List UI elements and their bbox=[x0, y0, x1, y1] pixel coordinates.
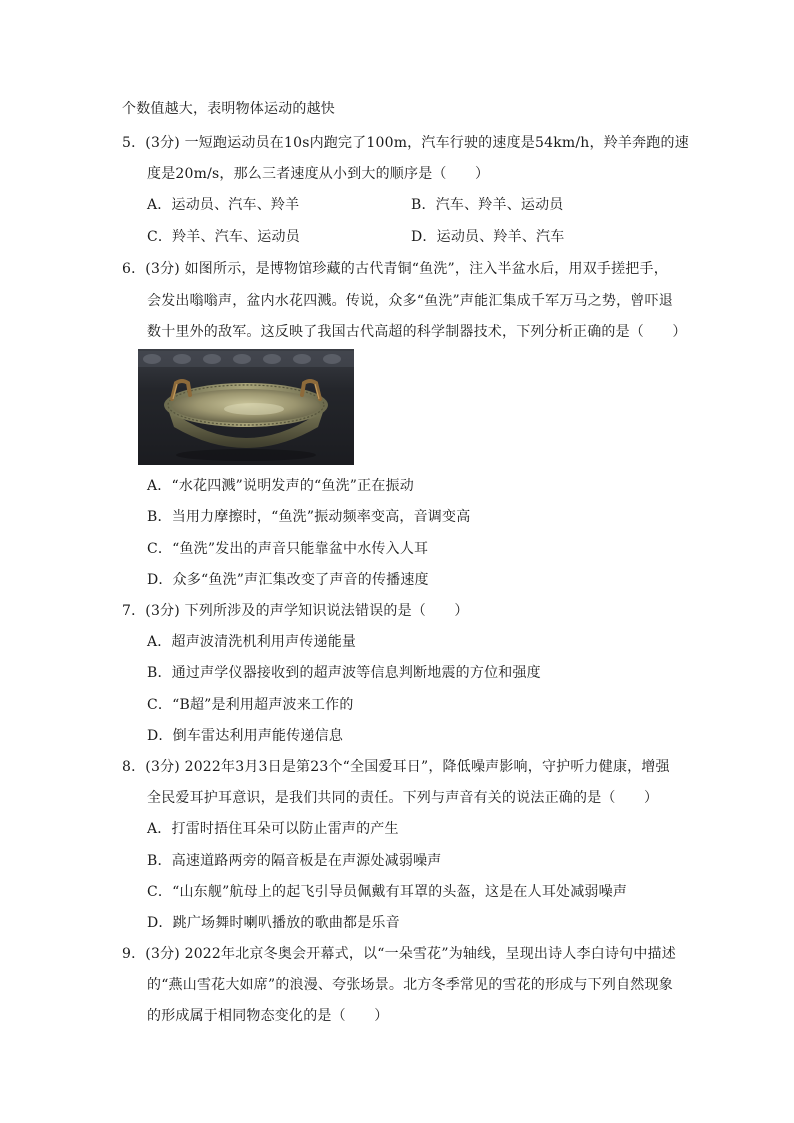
question-6-option-b: B．当用力摩擦时，“鱼洗”振动频率变高，音调变高 bbox=[147, 509, 471, 525]
question-6-option-c: C．“鱼洗”发出的声音只能靠盆中水传入人耳 bbox=[147, 541, 429, 557]
question-9-stem-line-3: 的形成属于相同物态变化的是（ ） bbox=[147, 1008, 389, 1024]
question-7-option-d: D．倒车雷达利用声能传递信息 bbox=[147, 728, 344, 744]
question-5-stem-line-2: 度是20m/s，那么三者速度从小到大的顺序是（ ） bbox=[147, 166, 490, 182]
question-6-option-d: D．众多“鱼洗”声汇集改变了声音的传播速度 bbox=[147, 572, 429, 588]
question-8-stem-line-2: 全民爱耳护耳意识，是我们共同的责任。下列与声音有关的说法正确的是（ ） bbox=[147, 790, 659, 806]
question-7-option-a: A．超声波清洗机利用声传递能量 bbox=[147, 634, 357, 650]
question-6-option-a: A．“水花四溅”说明发声的“鱼洗”正在振动 bbox=[147, 478, 414, 494]
question-8-option-a: A．打雷时捂住耳朵可以防止雷声的产生 bbox=[147, 821, 399, 837]
previous-question-tail: 个数值越大，表明物体运动的越快 bbox=[122, 101, 335, 117]
question-9-stem-line-2: 的“燕山雪花大如席”的浪漫、夸张场景。北方冬季常见的雪花的形成与下列自然现象 bbox=[147, 977, 673, 993]
question-7-option-c: C．“B超”是利用超声波来工作的 bbox=[147, 697, 354, 713]
question-5-option-d: D．运动员、羚羊、汽车 bbox=[411, 229, 565, 245]
question-5-stem-line-1: 5．(3分) 一短跑运动员在10s内跑完了100m，汽车行驶的速度是54km/h，羚羊奔跑的速 bbox=[122, 135, 689, 151]
question-6-stem-line-1: 6．(3分) 如图所示，是博物馆珍藏的古代青铜“鱼洗”，注入半盆水后，用双手搓把手， bbox=[122, 261, 668, 277]
question-9-stem-line-1: 9．(3分) 2022年北京冬奥会开幕式，以“一朵雪花”为轴线，呈现出诗人李白诗句中描述 bbox=[122, 946, 676, 962]
question-5-option-c: C．羚羊、汽车、运动员 bbox=[147, 229, 300, 245]
question-7-option-b: B．通过声学仪器接收到的超声波等信息判断地震的方位和强度 bbox=[147, 665, 541, 681]
question-8-option-d: D．跳广场舞时喇叭播放的歌曲都是乐音 bbox=[147, 915, 400, 931]
question-8-option-c: C．“山东舰”航母上的起飞引导员佩戴有耳罩的头盔，这是在人耳处减弱噪声 bbox=[147, 884, 628, 900]
question-8-stem-line-1: 8．(3分) 2022年3月3日是第23个“全国爱耳日”，降低噪声影响，守护听力健康，增强 bbox=[122, 759, 670, 775]
question-6-stem-line-3: 数十里外的敌军。这反映了我国古代高超的科学制器技术，下列分析正确的是（ ） bbox=[147, 324, 687, 340]
question-5-option-b: B．汽车、羚羊、运动员 bbox=[411, 197, 564, 213]
question-7-stem-line-1: 7．(3分) 下列所涉及的声学知识说法错误的是（ ） bbox=[122, 603, 469, 619]
question-8-option-b: B．高速道路两旁的隔音板是在声源处减弱噪声 bbox=[147, 853, 442, 869]
question-5-option-a: A．运动员、汽车、羚羊 bbox=[147, 197, 300, 213]
question-6-stem-line-2: 会发出嗡嗡声，盆内水花四溅。传说，众多“鱼洗”声能汇集成千军万马之势，曾吓退 bbox=[147, 293, 673, 309]
bronze-fish-basin-photo bbox=[138, 349, 354, 465]
